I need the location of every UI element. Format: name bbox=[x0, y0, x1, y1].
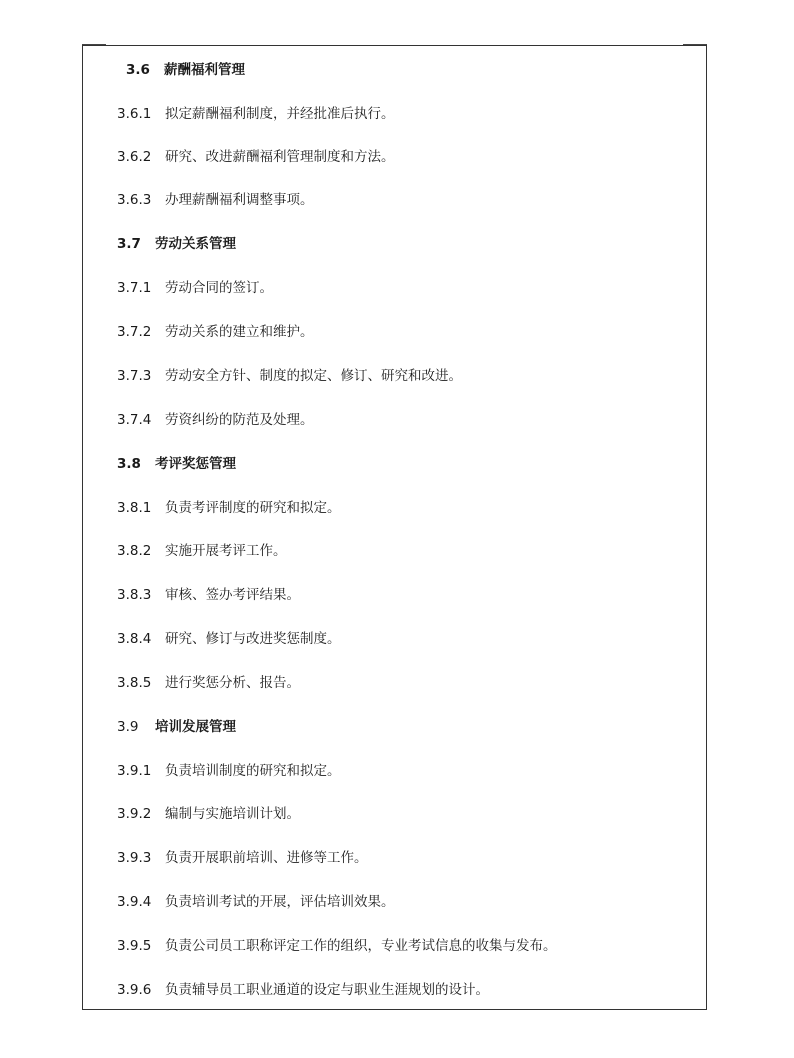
section-heading-3-6: 3.6 薪酬福利管理 bbox=[126, 62, 245, 78]
list-item-3-9-5: 3.9.5 负责公司员工职称评定工作的组织，专业考试信息的收集与发布。 bbox=[117, 938, 557, 954]
list-item-3-8-4: 3.8.4 研究、修订与改进奖惩制度。 bbox=[117, 631, 341, 647]
list-item-3-6-2: 3.6.2 研究、改进薪酬福利管理制度和方法。 bbox=[117, 149, 395, 165]
list-item-3-9-4: 3.9.4 负责培训考试的开展，评估培训效果。 bbox=[117, 894, 395, 910]
list-item-3-8-2: 3.8.2 实施开展考评工作。 bbox=[117, 543, 287, 559]
list-item-3-7-1: 3.7.1 劳动合同的签订。 bbox=[117, 280, 273, 296]
section-title: 劳动关系管理 bbox=[155, 236, 236, 252]
list-item-3-9-1: 3.9.1 负责培训制度的研究和拟定。 bbox=[117, 763, 341, 779]
list-item-3-9-2: 3.9.2 编制与实施培训计划。 bbox=[117, 806, 300, 822]
section-heading-3-9: 3.9 培训发展管理 bbox=[117, 719, 236, 735]
list-item-3-9-6: 3.9.6 负责辅导员工职业通道的设定与职业生涯规划的设计。 bbox=[117, 982, 489, 998]
section-heading-3-8: 3.8 考评奖惩管理 bbox=[117, 456, 236, 472]
list-item-3-8-1: 3.8.1 负责考评制度的研究和拟定。 bbox=[117, 500, 341, 516]
section-title: 薪酬福利管理 bbox=[164, 62, 245, 78]
section-title: 考评奖惩管理 bbox=[155, 456, 236, 472]
list-item-3-9-3: 3.9.3 负责开展职前培训、进修等工作。 bbox=[117, 850, 368, 866]
list-item-3-6-1: 3.6.1 拟定薪酬福利制度，并经批准后执行。 bbox=[117, 106, 395, 122]
list-item-3-6-3: 3.6.3 办理薪酬福利调整事项。 bbox=[117, 192, 314, 208]
list-item-3-7-3: 3.7.3 劳动安全方针、制度的拟定、修订、研究和改进。 bbox=[117, 368, 462, 384]
section-heading-3-7: 3.7 劳动关系管理 bbox=[117, 236, 236, 252]
list-item-3-8-3: 3.8.3 审核、签办考评结果。 bbox=[117, 587, 300, 603]
list-item-3-7-2: 3.7.2 劳动关系的建立和维护。 bbox=[117, 324, 314, 340]
list-item-3-7-4: 3.7.4 劳资纠纷的防范及处理。 bbox=[117, 412, 314, 428]
list-item-3-8-5: 3.8.5 进行奖惩分析、报告。 bbox=[117, 675, 300, 691]
section-title: 培训发展管理 bbox=[155, 719, 236, 735]
